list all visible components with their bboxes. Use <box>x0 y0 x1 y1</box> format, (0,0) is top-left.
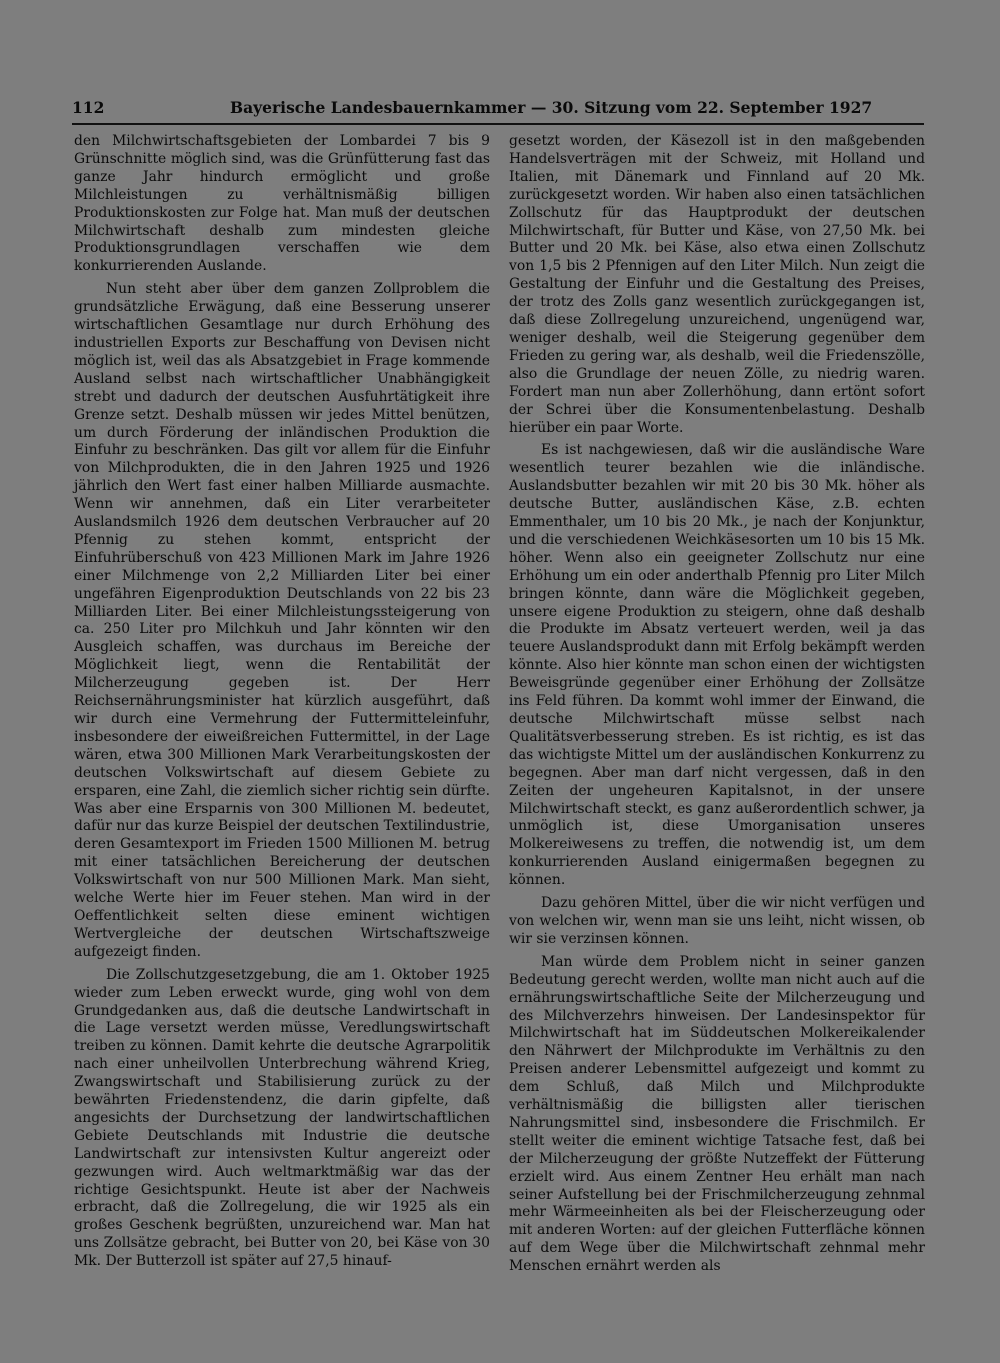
header-rule <box>72 123 924 125</box>
paragraph: Nun steht aber über dem ganzen Zollproblem die grundsätzliche Erwägung, daß eine Besserung unserer wirtschaftlichen Gesamtlage nur durch Erhöhung des industriellen Exports zur Beschaffung von Devisen nicht möglich ist, weil das als Absatzgebiet in Frage kommende Ausland selbst nach wirtschaftlicher Unabhängigkeit strebt und dadurch der deutschen Ausfuhrtätigkeit ihre Grenze setzt. Deshalb müssen wir jedes Mittel benützen, um durch Förderung der inländischen Produktion die Einfuhr zu beschränken. Das gilt vor allem für die Einfuhr von Milchprodukten, die in den Jahren 1925 und 1926 jährlich den Wert fast einer halben Milliarde ausmachte. Wenn wir annehmen, daß ein Liter verarbeiteter Auslandsmilch 1926 dem deutschen Verbraucher auf 20 Pfennig zu stehen kommt, entspricht der Einfuhrüberschuß von 423 Millionen Mark im Jahre 1926 einer Milchmenge von 2,2 Milliarden Liter bei einer ungefähren Eigenproduktion Deutschlands von 22 bis 23 Milliarden Liter. Bei einer Milchleistungssteigerung von ca. 250 Liter pro Milchkuh und Jahr könnten wir den Ausgleich schaffen, was durchaus im Bereiche der Möglichkeit liegt, wenn die Rentabilität der Milcherzeugung gegeben ist. Der Herr Reichsernährungsminister hat kürzlich ausgeführt, daß wir durch eine Vermehrung der Futtermitteleinfuhr, insbesondere der eiweißreichen Futtermittel, in der Lage wären, etwa 300 Millionen Mark Verarbeitungskosten der deutschen Volkswirtschaft auf diesem Gebiete zu ersparen, eine Zahl, die ziemlich sicher richtig sein dürfte. Was aber eine Ersparnis von 300 Millionen M. bedeutet, dafür nur das kurze Beispiel der deutschen Textilindustrie, deren Gesamtexport im Frieden 1500 Millionen M. betrug mit einer tatsächlichen Bereicherung der deutschen Volkswirtschaft von nur 500 Millionen Mark. Man sieht, welche Werte hier im Feuer stehen. Man wird in der Oeffentlichkeit selten diese eminent wichtigen Wertvergleiche der deutschen Wirtschaftszweige aufgezeigt finden. <box>74 281 490 960</box>
page-header <box>72 98 924 120</box>
page-number: 112 <box>72 98 105 117</box>
paragraph: Dazu gehören Mittel, über die wir nicht verfügen und von welchen wir, wenn man sie uns leiht, nicht wissen, ob wir sie verzinsen können. <box>509 895 925 947</box>
right-column <box>509 133 925 1275</box>
paragraph: Es ist nachgewiesen, daß wir die ausländische Ware wesentlich teurer bezahlen wie die inländische. Auslandsbutter bezahlen wir mit 20 bis 30 Mk. höher als deutsche Butter, ausländischen Käse, z.B. echten Emmenthaler, um 10 bis 20 Mk., je nach der Konjunktur, und die verschiedenen Weichkäsesorten um 10 bis 15 Mk. höher. Wenn also ein geeigneter Zollschutz nur eine Erhöhung um ein oder anderthalb Pfennig pro Liter Milch bringen könnte, dann wäre die Möglichkeit gegeben, unsere eigene Produktion zu steigern, ohne daß deshalb die Produkte im Absatz verteuert werden, weil ja das teuere Auslandsprodukt dann mit Erfolg bekämpft werden könnte. Also hier könnte man schon einen der wichtigsten Beweisgründe gegenüber einer Erhöhung der Zollsätze ins Feld führen. Da kommt wohl immer der Einwand, die deutsche Milchwirtschaft müsse selbst nach Qualitätsverbesserung streben. Es ist richtig, es ist das das wichtigste Mittel um der ausländischen Konkurrenz zu begegnen. Aber man darf nicht vergessen, daß in den Zeiten der ungeheuren Kapitalsnot, in der unsere Milchwirtschaft steckt, es ganz außerordentlich schwer, ja unmöglich ist, diese Umorganisation unseres Molkereiwesens zu treffen, die notwendig ist, um dem konkurrierenden Ausland einigermaßen begegnen zu können. <box>509 442 925 889</box>
paragraph: Man würde dem Problem nicht in seiner ganzen Bedeutung gerecht werden, wollte man nicht auch auf die ernährungswirtschaftliche Seite der Milcherzeugung und des Milchverzehrs hinweisen. Der Landesinspektor für Milchwirtschaft hat im Süddeutschen Molkereikalender den Nährwert der Milchprodukte im Verhältnis zu den Preisen anderer Lebensmittel aufgezeigt und kommt zu dem Schluß, daß Milch und Milchprodukte verhältnismäßig die billigsten aller tierischen Nahrungsmittel sind, insbesondere die Frischmilch. Er stellt weiter die eminent wichtige Tatsache fest, daß bei der Milcherzeugung der größte Nutzeffekt der Fütterung erzielt wird. Aus einem Zentner Heu erhält man nach seiner Aufstellung bei der Frischmilcherzeugung zehnmal mehr Wärmeeinheiten als bei der Fleischerzeugung oder mit anderen Worten: auf der gleichen Futterfläche können auf dem Wege über die Milchwirtschaft zehnmal mehr Menschen ernährt werden als <box>509 953 925 1275</box>
paragraph: den Milchwirtschaftsgebieten der Lombardei 7 bis 9 Grünschnitte möglich sind, was die Grünfütterung fast das ganze Jahr hindurch ermöglicht und große Milchleistungen zu verhältnismäßig billigen Produktionskosten zur Folge hat. Man muß der deutschen Milchwirtschaft deshalb zum mindesten gleiche Produktionsgrundlagen verschaffen wie dem konkurrierenden Auslande. <box>74 133 490 275</box>
paragraph: gesetzt worden, der Käsezoll ist in den maßgebenden Handelsverträgen mit der Schweiz, mit Holland und Italien, mit Dänemark und Finnland auf 20 Mk. zurückgesetzt worden. Wir haben also einen tatsächlichen Zollschutz für das Hauptprodukt der deutschen Milchwirtschaft, für Butter und Käse, von 27,50 Mk. bei Butter und 20 Mk. bei Käse, also etwa einen Zollschutz von 1,5 bis 2 Pfennigen auf den Liter Milch. Nun zeigt die Gestaltung der Einfuhr und die Gestaltung des Preises, der trotz des Zolls ganz wesentlich zurückgegangen ist, daß diese Zollregelung unzureichend, ungenügend war, weniger deshalb, weil die Steigerung gegenüber dem Frieden zu gering war, als deshalb, weil die Friedenszölle, also die Grundlage der neuen Zölle, zu niedrig waren. Fordert man nun aber Zollerhöhung, dann ertönt sofort der Schrei über die Konsumentenbelastung. Deshalb hierüber ein paar Worte. <box>509 133 925 436</box>
paragraph: Die Zollschutzgesetzgebung, die am 1. Oktober 1925 wieder zum Leben erweckt wurde, ging wohl von dem Grundgedanken aus, daß die deutsche Landwirtschaft in die Lage versetzt werden müsse, Veredlungswirtschaft treiben zu können. Damit kehrte die deutsche Agrarpolitik nach einer unheilvollen Unterbrechung während Krieg, Zwangswirtschaft und Stabilisierung zurück zu der bewährten Friedenstendenz, die darin gipfelte, daß angesichts der Durchsetzung der landwirtschaftlichen Gebiete Deutschlands mit Industrie die deutsche Landwirtschaft zur intensivsten Kultur angereizt oder gezwungen wird. Auch weltmarktmäßig war das der richtige Gesichtspunkt. Heute ist aber der Nachweis erbracht, daß die Zollregelung, die wir 1925 als ein großes Geschenk begrüßten, unzureichend war. Man hat uns Zollsätze gebracht, bei Butter von 20, bei Käse von 30 Mk. Der Butterzoll ist später auf 27,5 hinauf- <box>74 966 490 1270</box>
running-title: Bayerische Landesbauernkammer — 30. Sitzung vom 22. September 1927 <box>230 98 873 117</box>
left-column <box>74 133 490 1270</box>
